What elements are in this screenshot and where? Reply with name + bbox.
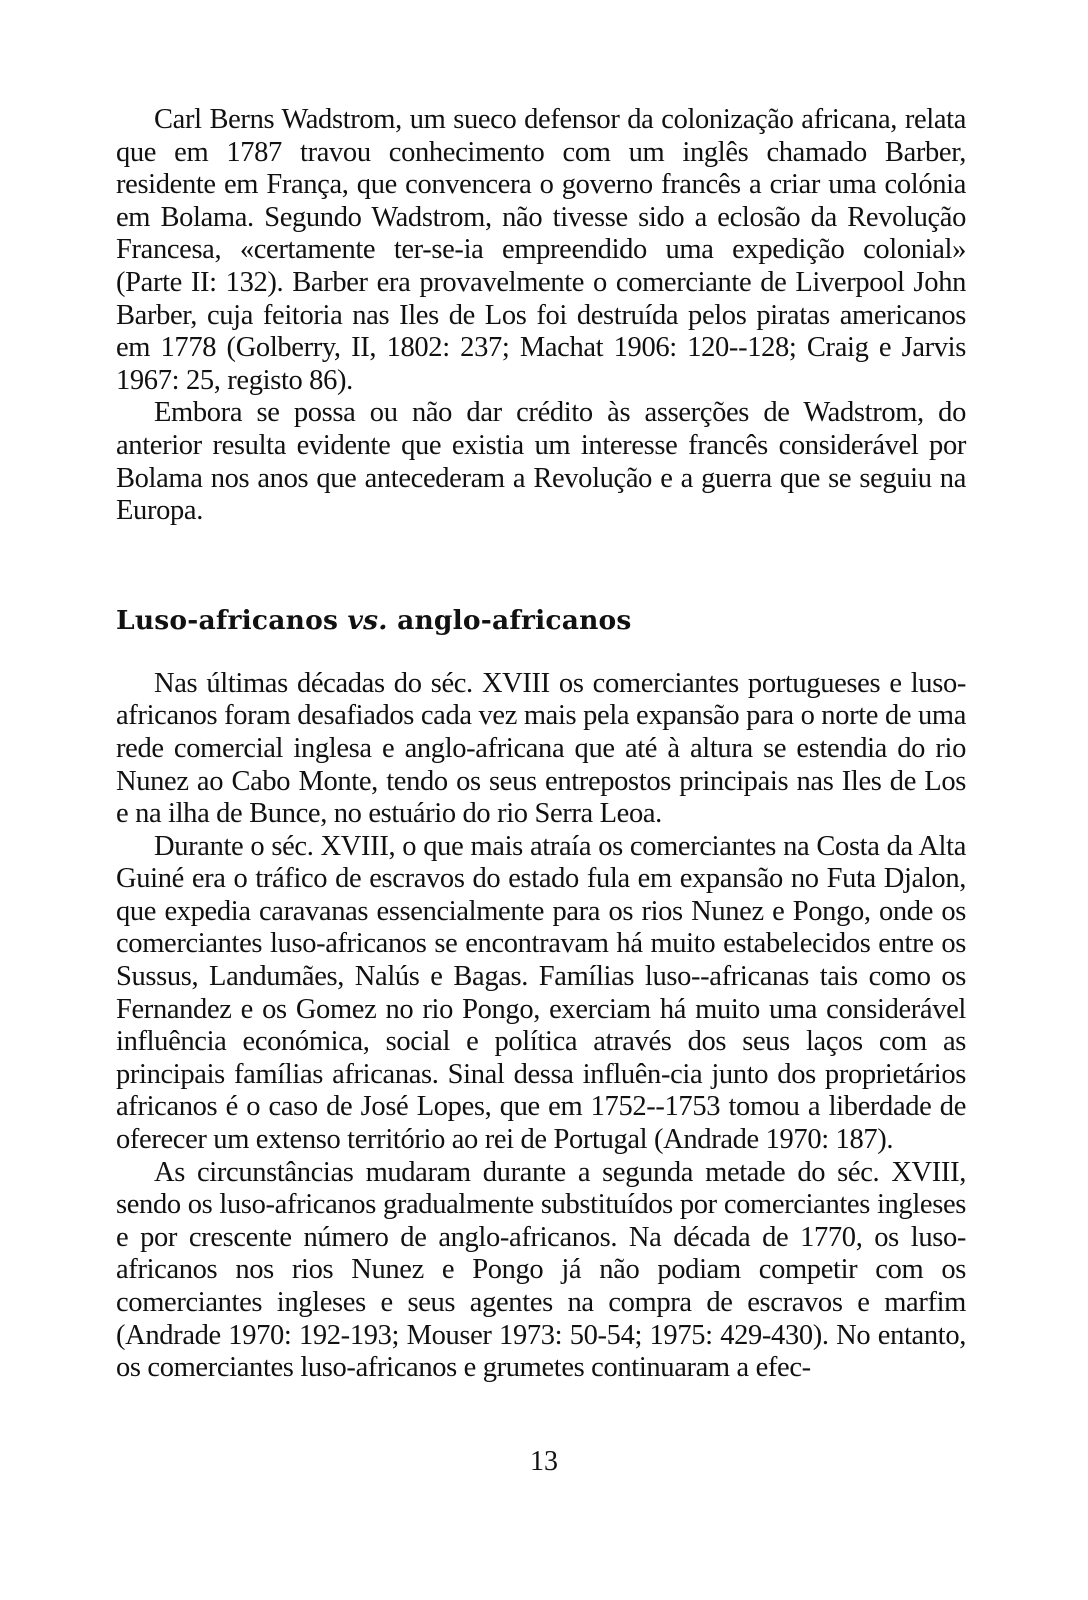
paragraph: Carl Berns Wadstrom, um sueco defensor da colonização africana, relata que em 1787 travou conhecimento com um inglês chamado Barber, residente em França, que convencera o governo francês a criar uma colónia em Bolama. Segundo Wadstrom, não tivesse sido a eclosão da Revolução Francesa, «certamente ter-se-ia empreendido uma expedição colonial» (Parte II: 132). Barber era provavelmente o comerciante de Liverpool John Barber, cuja feitoria nas Iles de Los foi destruída pelos piratas americanos em 1778 (Golberry, II, 1802: 237; Machat 1906: 120--128; Craig e Jarvis 1967: 25, registo 86). xyxy=(116,104,966,396)
paragraph: Embora se possa ou não dar crédito às asserções de Wadstrom, do anterior resulta evidente que existia um interesse francês considerável por Bolama nos anos que antecederam a Revolução e a guerra que se seguiu na Europa. xyxy=(116,397,966,527)
heading-vs: vs. xyxy=(347,604,388,636)
page-number: 13 xyxy=(530,1446,558,1477)
paragraph: As circunstâncias mudaram durante a segunda metade do séc. XVIII, sendo os luso-africanos gradualmente substituídos por comerciantes ingleses e por crescente número de anglo-africanos. Na década de 1770, os luso-africanos nos rios Nunez e Pongo já não podiam competir com os comerciantes ingleses e seus agentes na compra de escravos e marfim (Andrade 1970: 192-193; Mouser 1973: 50-54; 1975: 429-430). No entanto, os comerciantes luso-africanos e grumetes continuaram a efec- xyxy=(116,1156,966,1384)
paragraph: Nas últimas décadas do séc. XVIII os comerciantes portugueses e luso-africanos foram desafiados cada vez mais pela expansão para o norte de uma rede comercial inglesa e anglo-africana que até à altura se estendia do rio Nunez ao Cabo Monte, tendo os seus entrepostos principais nas Iles de Los e na ilha de Bunce, no estuário do rio Serra Leoa. xyxy=(116,667,966,830)
heading-text: Luso-africanos xyxy=(116,604,348,636)
heading-text: anglo-africanos xyxy=(387,604,632,636)
section-heading xyxy=(116,604,966,638)
page-body xyxy=(116,104,966,1385)
paragraph: Durante o séc. XVIII, o que mais atraía os comerciantes na Costa da Alta Guiné era o tráfico de escravos do estado fula em expansão no Futa Djalon, que expedia caravanas essencialmente para os rios Nunez e Pongo, onde os comerciantes luso-africanos se encontravam há muito estabelecidos entre os Sussus, Landumães, Nalús e Bagas. Famílias luso--africanas tais como os Fernandez e os Gomez no rio Pongo, exerciam há muito uma considerável influência económica, social e política através dos seus laços com as principais famílias africanas. Sinal dessa influên-cia junto dos proprietários africanos é o caso de José Lopes, que em 1752--1753 tomou a liberdade de oferecer um extenso território ao rei de Portugal (Andrade 1970: 187). xyxy=(116,830,966,1156)
